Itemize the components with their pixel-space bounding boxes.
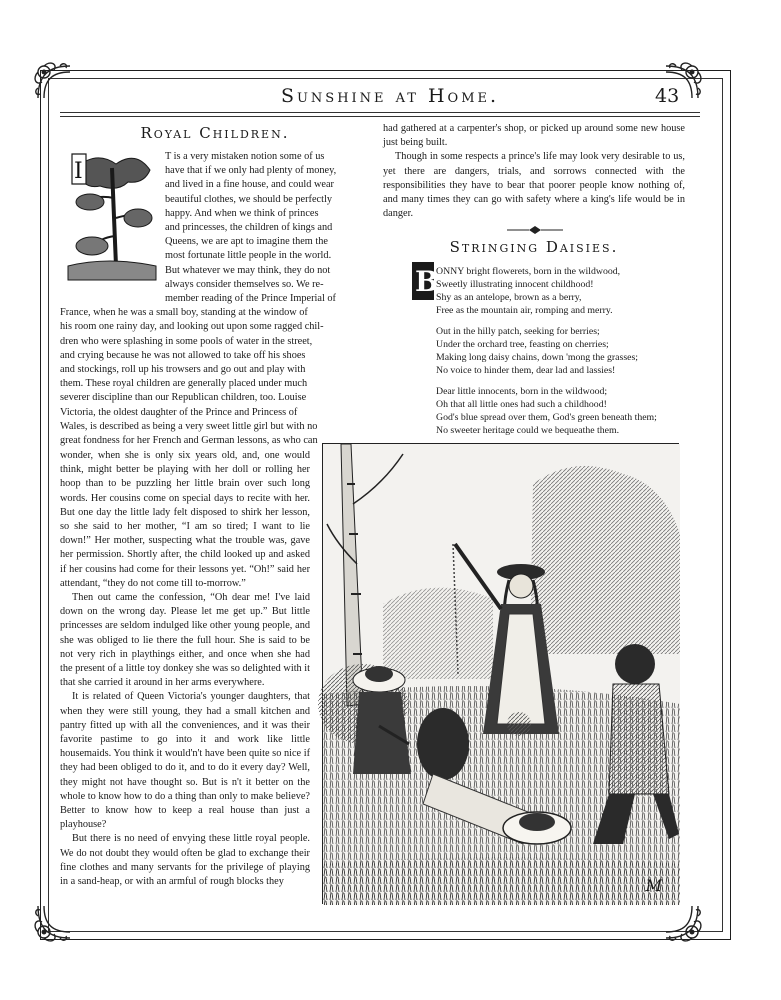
corner-ornament-icon: [30, 58, 78, 106]
running-title: Sunshine at Home.: [280, 85, 500, 107]
poem-line: Out in the hilly patch, seeking for berries;: [436, 326, 600, 337]
text-line: and stockings, roll up his trowsers and go out and play with: [60, 364, 306, 376]
text-line: always consider themselves so. We re-: [165, 278, 324, 290]
poem-line: Free as the mountain air, romping and merry.: [436, 305, 613, 316]
text-line: severer discipline than our Republican children, too. Louise: [60, 392, 307, 404]
poem-line: God's blue spread over them, God's green beneath them;: [436, 412, 657, 423]
poem-line: No voice to hinder them, dear lad and lassies!: [436, 365, 616, 376]
text-line: them. These royal children are generally placed under much: [60, 378, 308, 390]
poem-line: Sweetly illustrating innocent childhood!: [436, 279, 594, 290]
text-line: France, when he was a small boy, standing at the window of: [60, 307, 308, 319]
header-rule: [60, 112, 700, 117]
royal-children-continued: [60, 449, 310, 889]
text-line: member reading of the Prince Imperial of: [165, 293, 336, 304]
poem-body: [436, 265, 696, 445]
text-line: T is a very mistaken notion some of us: [165, 151, 325, 162]
svg-text:I: I: [74, 159, 83, 184]
poem-line: Dear little innocents, born in the wildwood;: [436, 386, 608, 397]
text-line: great fondness for her French and German lessons, as who can: [60, 435, 318, 447]
text-line: dren who were splashing in some pools of water in the street,: [60, 335, 313, 347]
article-title-royal-children: Royal Children.: [140, 124, 290, 142]
text-line: Queens, we are apt to imagine them the: [165, 236, 328, 248]
paragraph: Though in some respects a prince's life may look very desirable to us, yet there are dangers, trials, and sorrows connected with the responsibilities they have to bear that poorer people know nothing of, and many times they can go with safety where a king's life would be in danger.: [383, 151, 685, 220]
text-line: and lived in a fine house, and could wear: [165, 179, 334, 191]
poem-line: No sweeter heritage could we bequeathe them.: [436, 425, 620, 436]
text-line: and princesses, the children of kings and: [165, 222, 333, 234]
poem-line: Under the orchard tree, feasting on cherries;: [436, 339, 609, 350]
text-line: beautiful clothes, we should be perfectly: [165, 193, 332, 205]
drop-cap-letter: B: [415, 265, 439, 298]
poem-title: Stringing Daisies.: [449, 238, 619, 256]
text-line: happy. And when we think of princes: [165, 207, 319, 219]
poem-line: Oh that all little ones had such a childhood!: [436, 399, 607, 410]
royal-children-conclusion: [383, 122, 685, 221]
poem-stanza: [436, 325, 696, 377]
corner-ornament-icon: [30, 898, 78, 946]
text-line: his room one rainy day, and looking out upon some ragged chil-: [60, 321, 324, 333]
text-line: most fortunate little people in the world.: [165, 250, 332, 262]
poem-line: Shy as an antelope, brown as a berry,: [436, 292, 582, 303]
text-line: have that if we only had plenty of money,: [165, 165, 337, 177]
text-line: Wales, is described as being a very sweet little girl but with no: [60, 420, 318, 432]
royal-children-body: [60, 292, 370, 448]
paragraph: But there is no need of envying these little royal people. We do not doubt they would often be glad to exchange their fine clothes and many servants for the privilege of playing in a sand-heap, or with an armful of rough blocks they: [60, 833, 310, 888]
section-divider-icon: [505, 220, 565, 230]
page-number: 43: [655, 85, 680, 107]
poem-stanza: [436, 385, 696, 437]
text-line: But whatever we may think, they do not: [165, 264, 331, 276]
paragraph: had gathered at a carpenter's shop, or picked up around some new house just being built.: [383, 123, 685, 149]
drop-cap: [412, 262, 439, 300]
text-line: and crying because he was not allowed to take off his shoes: [60, 349, 306, 361]
poem-line: ONNY bright flowerets, born in the wildwood,: [436, 266, 621, 277]
paragraph: Then out came the confession, “Oh dear me! I've laid down on the wrong day. Please let me get up.” But little princesses are seldom indulged like other young people, and she was obliged to lie there the full hour. She is said to be not very rich in playthings either, and once when she had the present of a little toy donkey she was so delighted with it that she carried it around in her arms everywhere.: [60, 592, 310, 689]
artist-signature: M: [645, 876, 662, 895]
corner-ornament-icon: [658, 898, 706, 946]
tree-vignette-icon: [66, 148, 158, 280]
paragraph: wonder, when she is only six years old, and, one would think, might better be playing with her doll or rolling her hoop than to be puzzling her little brain over such long words. Her cousins come on special days to recite with her. But one day the little lady felt disposed to shirk her lesson, so she said to her mother, “I am so tired; I want to lie down!” Her mother, suspecting what the trouble was, gave her permission. Shortly after, the child looked up and asked if her cousins had come for their lessons yet. “Oh!” said her attendant, “they do not come till to-morrow.”: [60, 450, 310, 589]
poem-line: Making long daisy chains, down 'mong the grasses;: [436, 352, 639, 363]
paragraph: It is related of Queen Victoria's younger daughters, that when they were still young, they had a small kitchen and pantry fitted up with all the conveniences, and it was their favorite pastime to go into it and work like little housemaids. You think it would'n't have been quite so nice if they had been obliged to do it, and to do it every day? Well, they might not have thought so. But is n't it better on the whole to know how to do a thing than only to make believe? Better to know how to keep a real house than just a playhouse?: [60, 691, 310, 831]
children-stringing-daisies-illustration: [322, 443, 679, 904]
royal-children-opening: [165, 150, 370, 292]
text-line: Victoria, the oldest daughter of the Prince and Princess of: [60, 406, 298, 418]
poem-stanza: [436, 265, 696, 317]
